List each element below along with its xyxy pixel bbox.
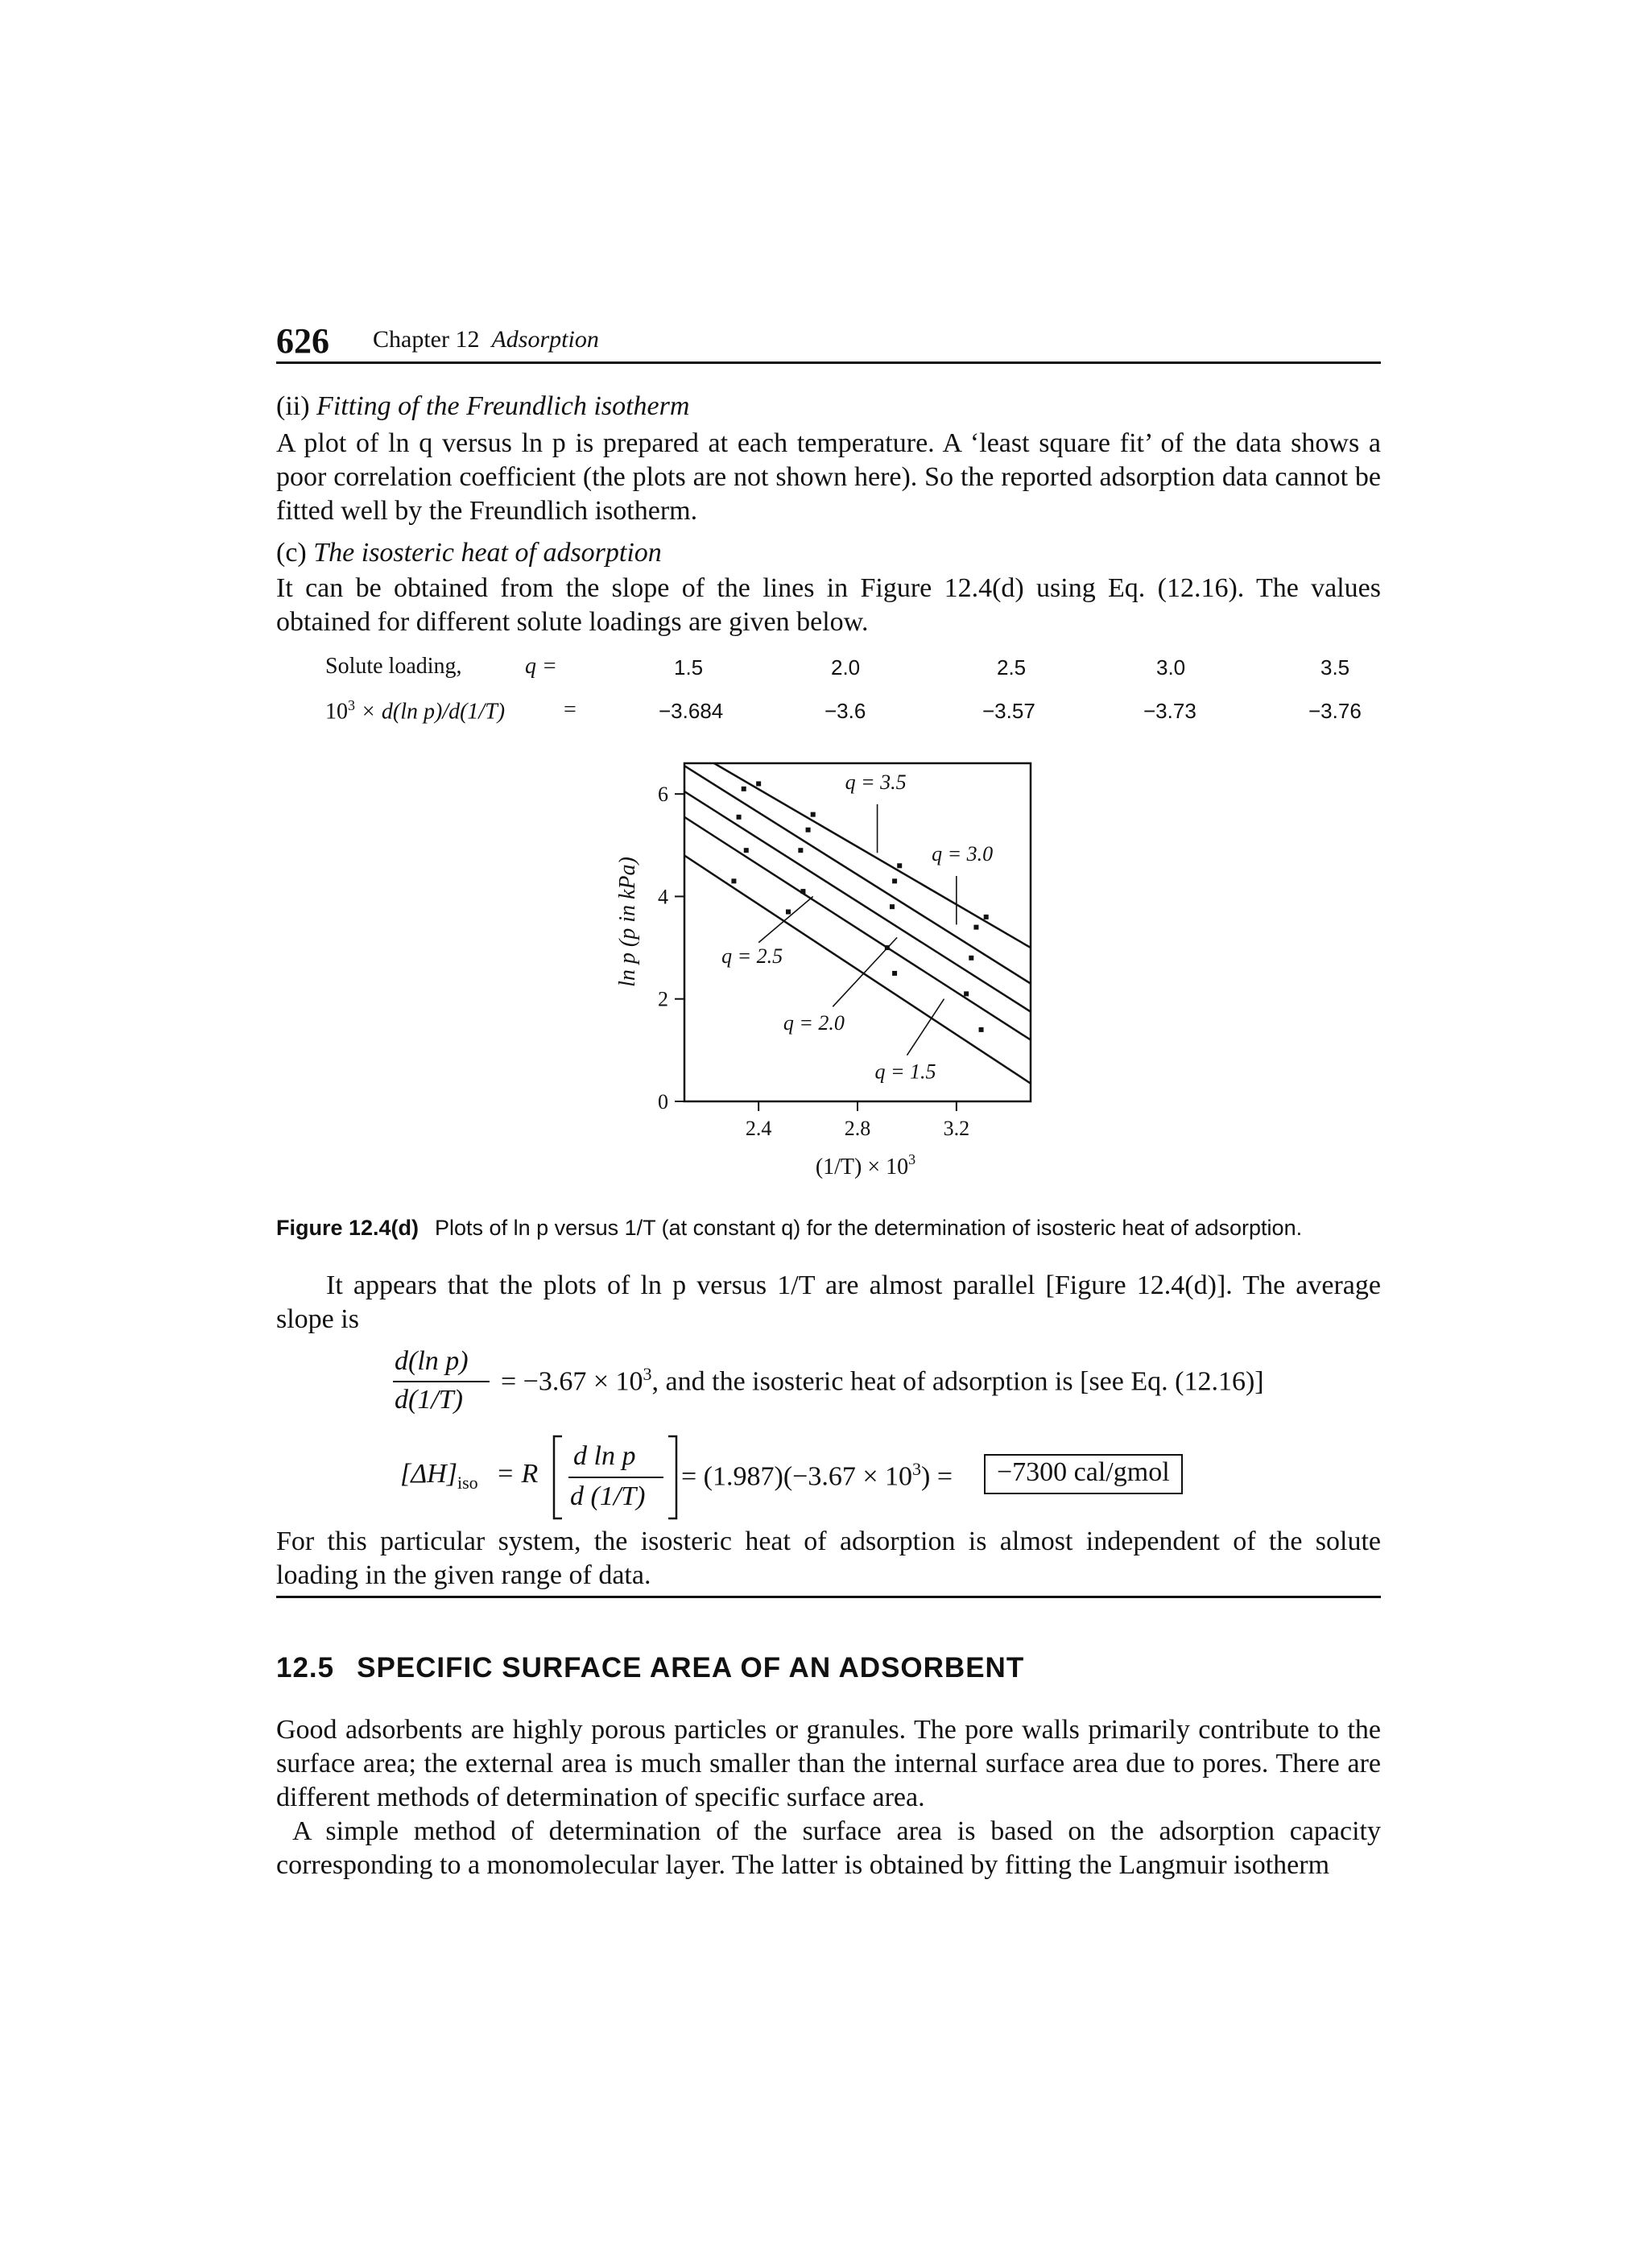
x-axis-label-base: (1/T) × 10 xyxy=(815,1155,909,1179)
header-chapter-number: Chapter 12 xyxy=(373,326,480,353)
isostere-chart xyxy=(596,749,1063,1208)
data-point xyxy=(984,915,989,919)
table-row1-label: Solute loading, xyxy=(325,654,462,679)
figure-caption xyxy=(276,1216,1381,1241)
eq1-rhs-value: = −3.67 × 10 xyxy=(501,1366,643,1397)
discussion-body: It appears that the plots of ln p versus 1/T are almost parallel [Figure 12.4(d)]. The average slope is xyxy=(276,1270,1381,1334)
table-loading-cell: 3.5 xyxy=(1320,655,1350,680)
section-c-title: The isosteric heat of adsorption xyxy=(313,538,662,568)
eq2-denominator: d (1/T) xyxy=(570,1481,646,1511)
eq1-rhs-text: , and the isosteric heat of adsorption is [see Eq. (12.16)] xyxy=(651,1366,1264,1397)
x-tick-label: 3.2 xyxy=(943,1117,970,1140)
table-row2-label-rest: × d(ln p)/d(1/T) xyxy=(355,699,506,725)
data-point xyxy=(756,781,761,786)
data-point xyxy=(806,828,811,832)
eq2-lhs-sub: iso xyxy=(457,1472,478,1493)
eq2-rhs xyxy=(681,1459,953,1492)
series-annotation: q = 3.5 xyxy=(845,770,907,794)
data-point xyxy=(979,1027,984,1032)
eq2-numerator: d ln p xyxy=(573,1441,636,1471)
series-annotation: q = 1.5 xyxy=(874,1060,936,1084)
table-slope-cell: −3.76 xyxy=(1308,699,1362,723)
eq1-fraction-bar xyxy=(393,1381,490,1382)
series-line-q2.5 xyxy=(684,791,1031,1012)
annotation-leader xyxy=(833,937,897,1006)
data-point xyxy=(964,991,969,996)
table-row2-symbol: = xyxy=(564,697,577,722)
data-point xyxy=(897,863,902,868)
figure-label: Figure 12.4(d) xyxy=(276,1216,419,1240)
data-point xyxy=(737,815,742,820)
y-axis-label: ln p (p in kPa) xyxy=(615,857,640,987)
table-row1-symbol: q = xyxy=(525,654,557,679)
series-line-q1.5 xyxy=(684,856,1031,1084)
section-title: SPECIFIC SURFACE AREA OF AN ADSORBENT xyxy=(357,1652,1025,1683)
table-loading-cell: 2.5 xyxy=(997,655,1027,680)
data-point xyxy=(798,848,803,853)
x-axis-label-sup: 3 xyxy=(908,1151,916,1167)
eq1-numerator: d(ln p) xyxy=(395,1346,469,1376)
table-loading-cell: 2.0 xyxy=(831,655,861,680)
series-annotation: q = 2.0 xyxy=(783,1010,845,1035)
section-end-rule xyxy=(276,1596,1381,1598)
section-ii-prefix: (ii) xyxy=(276,391,317,421)
eq2-rhs-tail: ) = xyxy=(921,1461,953,1492)
table-slope-cell: −3.6 xyxy=(824,699,866,723)
y-tick-label: 6 xyxy=(658,783,668,807)
series-annotation: q = 2.5 xyxy=(721,944,783,969)
section-12-5-para2: A simple method of determination of the surface area is based on the adsorption capacity corresponding to a monomolecular layer. The latter is obtained by fitting the Langmuir isotherm xyxy=(276,1816,1381,1880)
x-tick-label: 2.8 xyxy=(844,1117,871,1140)
eq1-denominator: d(1/T) xyxy=(395,1385,463,1415)
y-tick-label: 4 xyxy=(658,885,668,909)
eq2-lhs-symbol: [ΔH] xyxy=(400,1459,457,1489)
page-number: 626 xyxy=(276,321,329,361)
data-point xyxy=(731,878,736,883)
section-12-5-para1: Good adsorbents are highly porous particles or granules. The pore walls primarily contribute to the surface area; the external area is much smaller than the internal surface area due to pores. There are different methods of determination of specific surface area. xyxy=(276,1715,1381,1812)
data-point xyxy=(969,956,973,960)
eq2-rhs-sup: 3 xyxy=(912,1459,921,1479)
eq1-rhs-sup: 3 xyxy=(643,1364,652,1384)
series-annotation: q = 3.0 xyxy=(932,841,994,865)
y-tick-label: 0 xyxy=(658,1090,668,1113)
eq2-lhs xyxy=(400,1459,478,1493)
eq1-rhs xyxy=(501,1364,1264,1397)
x-axis-label xyxy=(816,1151,915,1179)
y-tick-label: 2 xyxy=(658,987,668,1011)
eq2-result-box: −7300 cal/gmol xyxy=(984,1454,1183,1494)
section-ii-body: A plot of ln q versus ln p is prepared at each temperature. A ‘least square fit’ of the data shows a poor correlation coefficient (the plots are not shown here). So the reported adsorption data cannot be fitted well by the Freundlich isotherm. xyxy=(276,428,1381,526)
section-ii-title: Fitting of the Freundlich isotherm xyxy=(316,391,690,421)
table-row2-label xyxy=(325,697,505,725)
table-row2-label-base: 10 xyxy=(325,699,348,725)
figure-caption-text: Plots of ln p versus 1/T (at constant q) for the determination of isosteric heat of adsorption. xyxy=(435,1216,1303,1240)
annotation-leader xyxy=(907,999,944,1056)
data-point xyxy=(973,925,978,930)
header-rule xyxy=(276,361,1381,364)
data-point xyxy=(890,904,895,909)
data-point xyxy=(744,848,749,853)
data-point xyxy=(892,971,897,976)
table-row2-label-sup: 3 xyxy=(348,697,355,713)
eq2-equals-r: = R xyxy=(496,1459,539,1489)
eq2-rhs-value: = (1.987)(−3.67 × 10 xyxy=(681,1461,912,1492)
discussion-conclusion: For this particular system, the isosteric heat of adsorption is almost independent of the solute loading in the given range of data. xyxy=(276,1526,1381,1590)
data-point xyxy=(892,878,897,883)
plot-frame xyxy=(684,763,1031,1101)
section-c-heading xyxy=(276,536,1381,570)
data-point xyxy=(800,889,805,894)
table-loading-cell: 1.5 xyxy=(674,655,704,680)
table-loading-cell: 3.0 xyxy=(1156,655,1186,680)
section-ii-heading xyxy=(276,390,1381,423)
header-chapter-title: Adsorption xyxy=(491,326,599,353)
table-slope-cell: −3.684 xyxy=(659,699,724,723)
section-12-5-heading xyxy=(276,1652,1024,1684)
section-number: 12.5 xyxy=(276,1652,335,1683)
section-c-prefix: (c) xyxy=(276,538,314,568)
data-point xyxy=(811,812,816,817)
data-point xyxy=(742,787,746,791)
table-slope-cell: −3.57 xyxy=(982,699,1035,723)
data-point xyxy=(786,910,791,915)
section-c-body: It can be obtained from the slope of the lines in Figure 12.4(d) using Eq. (12.16). The values obtained for different solute loadings are given below. xyxy=(276,573,1381,637)
running-header xyxy=(373,326,599,353)
table-slope-cell: −3.73 xyxy=(1143,699,1196,723)
x-tick-label: 2.4 xyxy=(745,1117,772,1140)
